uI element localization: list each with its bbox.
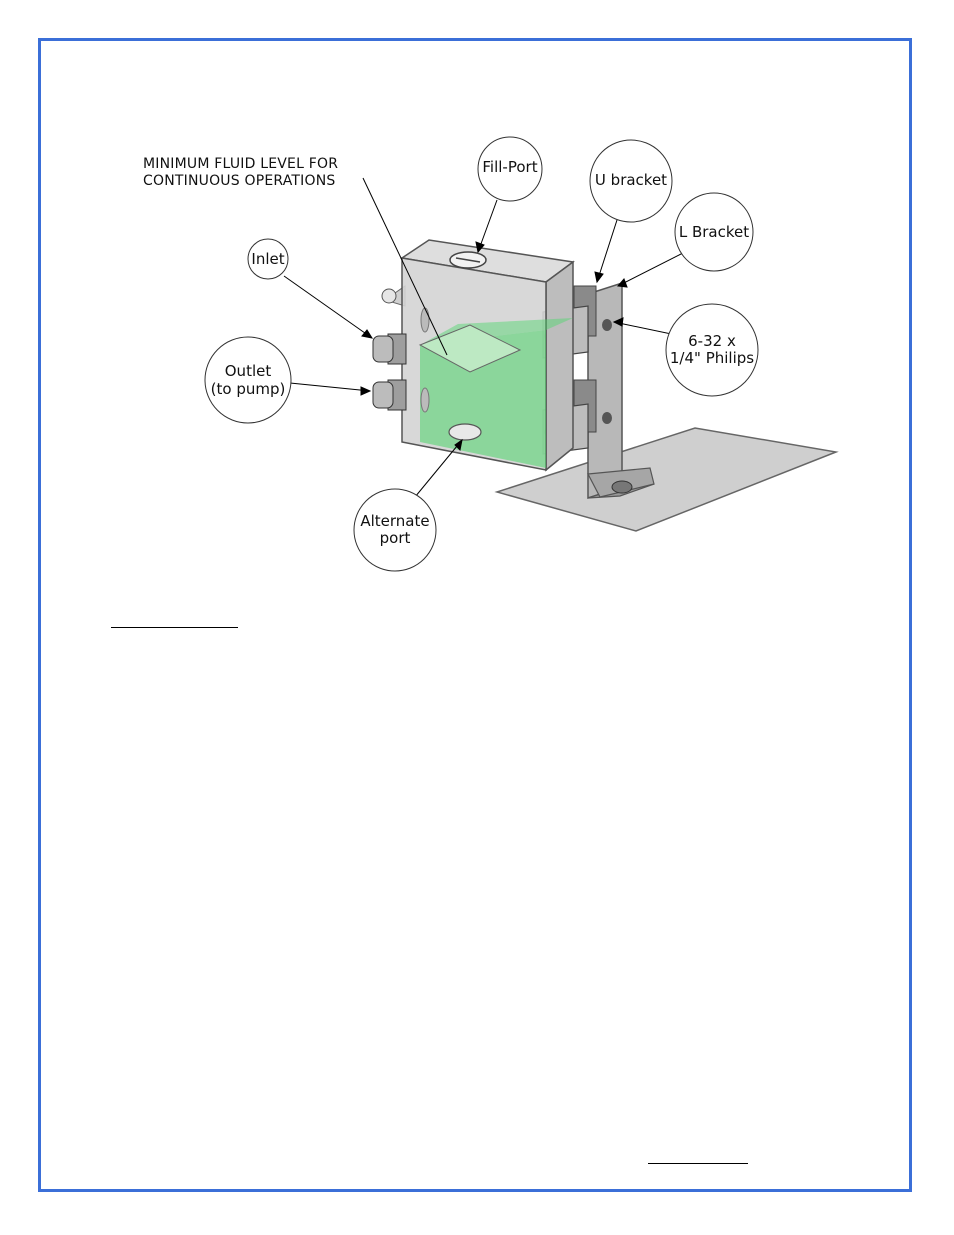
screw-label-line1: 6-32 x (688, 332, 736, 350)
inlet-fitting (373, 334, 406, 364)
l-bracket-label: L Bracket (678, 223, 750, 241)
alternate-label-line1: Alternate (360, 512, 430, 530)
outlet-fitting (373, 380, 406, 410)
alternate-label-line2: port (379, 529, 411, 547)
outlet-label-line2: (to pump) (210, 380, 286, 398)
min-fluid-label-line1: MINIMUM FLUID LEVEL FOR (143, 156, 339, 172)
reservoir (382, 240, 573, 470)
alternate-port-cap (449, 424, 481, 440)
section-rule-left (111, 627, 238, 628)
u-bracket-label: U bracket (594, 171, 668, 189)
inlet-label: Inlet (251, 250, 285, 268)
section-rule-right (648, 1163, 748, 1164)
outlet-label-line1: Outlet (224, 362, 272, 380)
fill-port-label: Fill-Port (482, 158, 538, 176)
screw-label-line2: 1/4" Philips (669, 349, 755, 367)
min-fluid-label-line2: CONTINUOUS OPERATIONS (143, 173, 336, 189)
